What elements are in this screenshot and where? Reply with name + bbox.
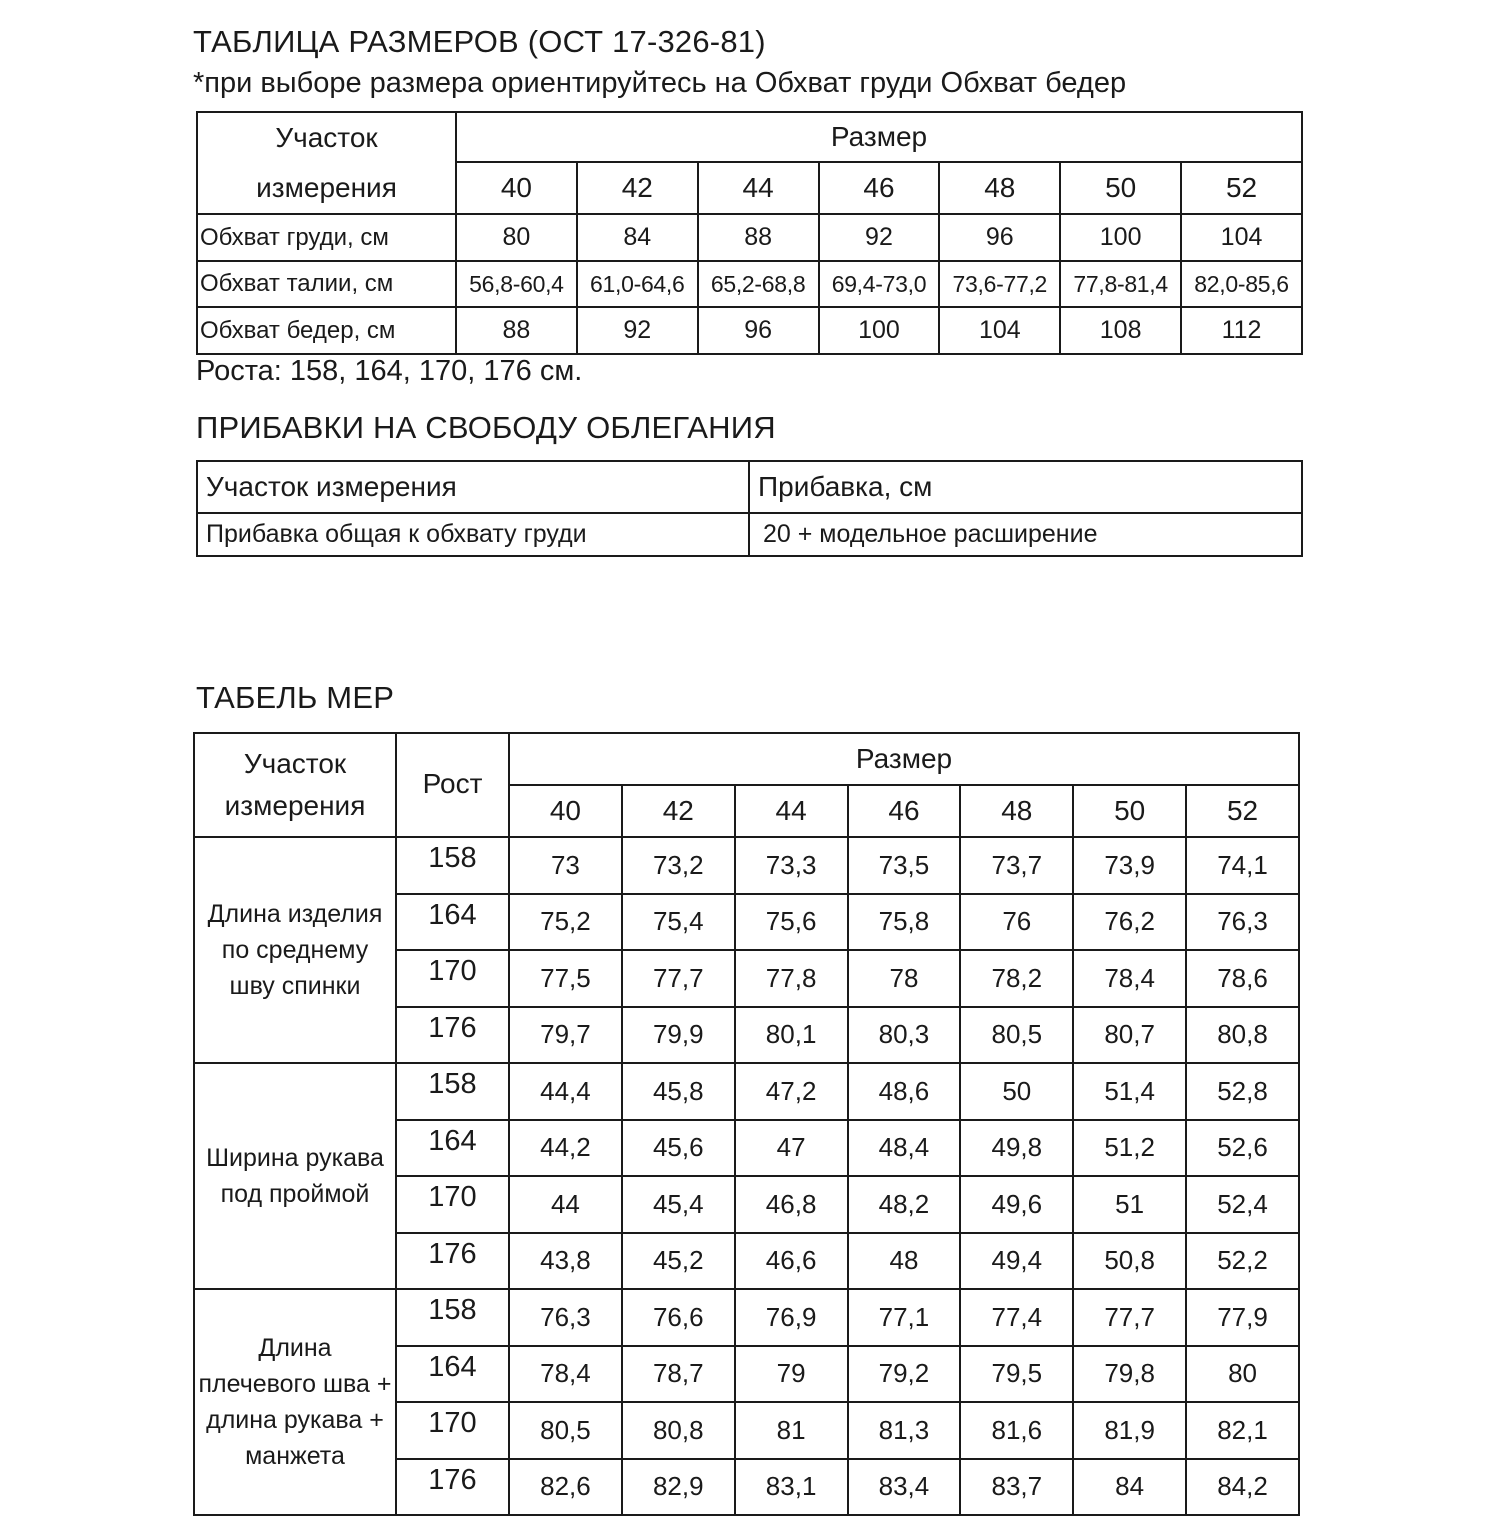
value-cell: 49,8 [960,1120,1073,1177]
value-cell: 47,2 [735,1063,848,1120]
value-cell: 83,7 [960,1459,1073,1516]
value-cell: 100 [819,307,940,354]
value-cell: 76,2 [1073,894,1186,951]
value-cell: 104 [939,307,1060,354]
value-cell: 48,2 [848,1176,961,1233]
heights-note: Роста: 158, 164, 170, 176 см. [196,355,583,387]
height-cell: 170 [396,1402,509,1459]
value-cell: 75,2 [509,894,622,951]
value-cell: 45,4 [622,1176,735,1233]
value-cell: 43,8 [509,1233,622,1290]
measure-table-title: ТАБЕЛЬ МЕР [196,680,395,715]
value-cell: 52,6 [1186,1120,1299,1177]
height-cell: 176 [396,1233,509,1290]
value-cell: 48 [848,1233,961,1290]
table-row [197,261,1302,307]
size-header-cell: 46 [848,785,961,837]
value-cell: 47 [735,1120,848,1177]
value-cell: 77,4 [960,1289,1073,1346]
value-cell: 51,2 [1073,1120,1186,1177]
value-cell: 45,2 [622,1233,735,1290]
value-cell: 80,8 [622,1402,735,1459]
value-cell: 96 [939,214,1060,261]
value-cell: 80 [456,214,577,261]
table-row [197,214,1302,261]
size-header-cell: 52 [1186,785,1299,837]
height-cell: 176 [396,1007,509,1064]
value-cell: 80,8 [1186,1007,1299,1064]
value-cell: 50 [960,1063,1073,1120]
ease-table-title: ПРИБАВКИ НА СВОБОДУ ОБЛЕГАНИЯ [196,410,776,445]
height-cell: 158 [396,837,509,894]
size-header-cell: 48 [939,162,1060,214]
value-cell: 51,4 [1073,1063,1186,1120]
ease-table [196,460,1303,557]
value-cell: 83,4 [848,1459,961,1516]
header-ease: Прибавка, см [749,461,1302,513]
size-header-cell: 52 [1181,162,1302,214]
value-cell: 104 [1181,214,1302,261]
value-cell: 52,4 [1186,1176,1299,1233]
value-cell: 79 [735,1346,848,1403]
value-cell: 73 [509,837,622,894]
header-size: Размер [509,733,1299,785]
value-cell: 77,9 [1186,1289,1299,1346]
value-cell: 108 [1060,307,1181,354]
value-cell: 80,1 [735,1007,848,1064]
ease-value-cell: 20 + модельное расширение [749,513,1302,556]
value-cell: 75,8 [848,894,961,951]
value-cell: 49,4 [960,1233,1073,1290]
value-cell: 73,7 [960,837,1073,894]
group-label: Ширина рукава под проймой [194,1063,396,1289]
value-cell: 88 [698,214,819,261]
header-area-line2: измерения [224,790,366,821]
value-cell: 56,8-60,4 [456,261,577,307]
header-measurement-area [194,733,396,837]
table-row [197,513,1302,556]
size-chart-title: ТАБЛИЦА РАЗМЕРОВ (ОСТ 17-326-81) [193,24,766,59]
value-cell: 73,9 [1073,837,1186,894]
value-cell: 69,4-73,0 [819,261,940,307]
size-header-cell: 50 [1073,785,1186,837]
value-cell: 77,7 [622,950,735,1007]
value-cell: 81,6 [960,1402,1073,1459]
height-cell: 176 [396,1459,509,1516]
value-cell: 80,3 [848,1007,961,1064]
size-header-cell: 42 [622,785,735,837]
size-chart-note: *при выборе размера ориентируйтесь на Обхват груди Обхват бедер [193,67,1127,99]
value-cell: 49,6 [960,1176,1073,1233]
value-cell: 48,6 [848,1063,961,1120]
value-cell: 82,6 [509,1459,622,1516]
value-cell: 80,5 [509,1402,622,1459]
value-cell: 88 [456,307,577,354]
value-cell: 81 [735,1402,848,1459]
value-cell: 77,5 [509,950,622,1007]
size-header-cell: 48 [960,785,1073,837]
value-cell: 80 [1186,1346,1299,1403]
value-cell: 52,2 [1186,1233,1299,1290]
ease-area-cell: Прибавка общая к обхвату груди [197,513,749,556]
size-header-cell: 40 [509,785,622,837]
value-cell: 84 [1073,1459,1186,1516]
value-cell: 84,2 [1186,1459,1299,1516]
value-cell: 46,6 [735,1233,848,1290]
table-row [194,1063,1299,1120]
header-height: Рост [396,733,509,837]
value-cell: 50,8 [1073,1233,1186,1290]
header-measurement-area [197,112,456,214]
value-cell: 79,2 [848,1346,961,1403]
height-cell: 164 [396,1346,509,1403]
value-cell: 80,5 [960,1007,1073,1064]
value-cell: 83,1 [735,1459,848,1516]
value-cell: 65,2-68,8 [698,261,819,307]
value-cell: 82,9 [622,1459,735,1516]
table-row [197,307,1302,354]
value-cell: 78,2 [960,950,1073,1007]
value-cell: 77,1 [848,1289,961,1346]
value-cell: 78,6 [1186,950,1299,1007]
group-label: Длина плечевого шва + длина рукава + манжета [194,1289,396,1515]
table-row [194,837,1299,894]
value-cell: 78 [848,950,961,1007]
value-cell: 74,1 [1186,837,1299,894]
value-cell: 81,3 [848,1402,961,1459]
header-size: Размер [456,112,1302,162]
header-area-line2: измерения [256,172,397,203]
value-cell: 80,7 [1073,1007,1186,1064]
value-cell: 73,2 [622,837,735,894]
size-chart-table [196,111,1303,355]
value-cell: 51 [1073,1176,1186,1233]
row-label: Обхват груди, см [197,214,456,261]
value-cell: 76,9 [735,1289,848,1346]
value-cell: 44 [509,1176,622,1233]
value-cell: 45,8 [622,1063,735,1120]
size-header-cell: 40 [456,162,577,214]
value-cell: 44,2 [509,1120,622,1177]
value-cell: 73,5 [848,837,961,894]
value-cell: 78,4 [1073,950,1186,1007]
header-measurement-area: Участок измерения [197,461,749,513]
value-cell: 76,3 [1186,894,1299,951]
value-cell: 48,4 [848,1120,961,1177]
value-cell: 96 [698,307,819,354]
size-header-cell: 42 [577,162,698,214]
height-cell: 164 [396,1120,509,1177]
value-cell: 92 [577,307,698,354]
value-cell: 79,5 [960,1346,1073,1403]
value-cell: 45,6 [622,1120,735,1177]
value-cell: 81,9 [1073,1402,1186,1459]
value-cell: 46,8 [735,1176,848,1233]
value-cell: 78,4 [509,1346,622,1403]
header-area-line1: Участок [243,748,347,779]
value-cell: 52,8 [1186,1063,1299,1120]
size-header-cell: 50 [1060,162,1181,214]
value-cell: 79,7 [509,1007,622,1064]
value-cell: 92 [819,214,940,261]
value-cell: 82,1 [1186,1402,1299,1459]
table-row [194,1289,1299,1346]
value-cell: 75,4 [622,894,735,951]
header-area-line1: Участок [275,122,378,153]
value-cell: 73,3 [735,837,848,894]
value-cell: 84 [577,214,698,261]
height-cell: 158 [396,1289,509,1346]
row-label: Обхват талии, см [197,261,456,307]
value-cell: 79,9 [622,1007,735,1064]
group-label: Длина изделия по среднему шву спинки [194,837,396,1063]
size-header-cell: 44 [698,162,819,214]
value-cell: 77,8-81,4 [1060,261,1181,307]
value-cell: 76,6 [622,1289,735,1346]
value-cell: 73,6-77,2 [939,261,1060,307]
value-cell: 75,6 [735,894,848,951]
height-cell: 158 [396,1063,509,1120]
value-cell: 76 [960,894,1073,951]
value-cell: 44,4 [509,1063,622,1120]
value-cell: 79,8 [1073,1346,1186,1403]
value-cell: 82,0-85,6 [1181,261,1302,307]
value-cell: 100 [1060,214,1181,261]
row-label: Обхват бедер, см [197,307,456,354]
measure-table [193,732,1300,1516]
value-cell: 61,0-64,6 [577,261,698,307]
height-cell: 170 [396,950,509,1007]
value-cell: 77,8 [735,950,848,1007]
value-cell: 76,3 [509,1289,622,1346]
height-cell: 170 [396,1176,509,1233]
size-header-cell: 46 [819,162,940,214]
value-cell: 78,7 [622,1346,735,1403]
value-cell: 77,7 [1073,1289,1186,1346]
height-cell: 164 [396,894,509,951]
value-cell: 112 [1181,307,1302,354]
size-header-cell: 44 [735,785,848,837]
